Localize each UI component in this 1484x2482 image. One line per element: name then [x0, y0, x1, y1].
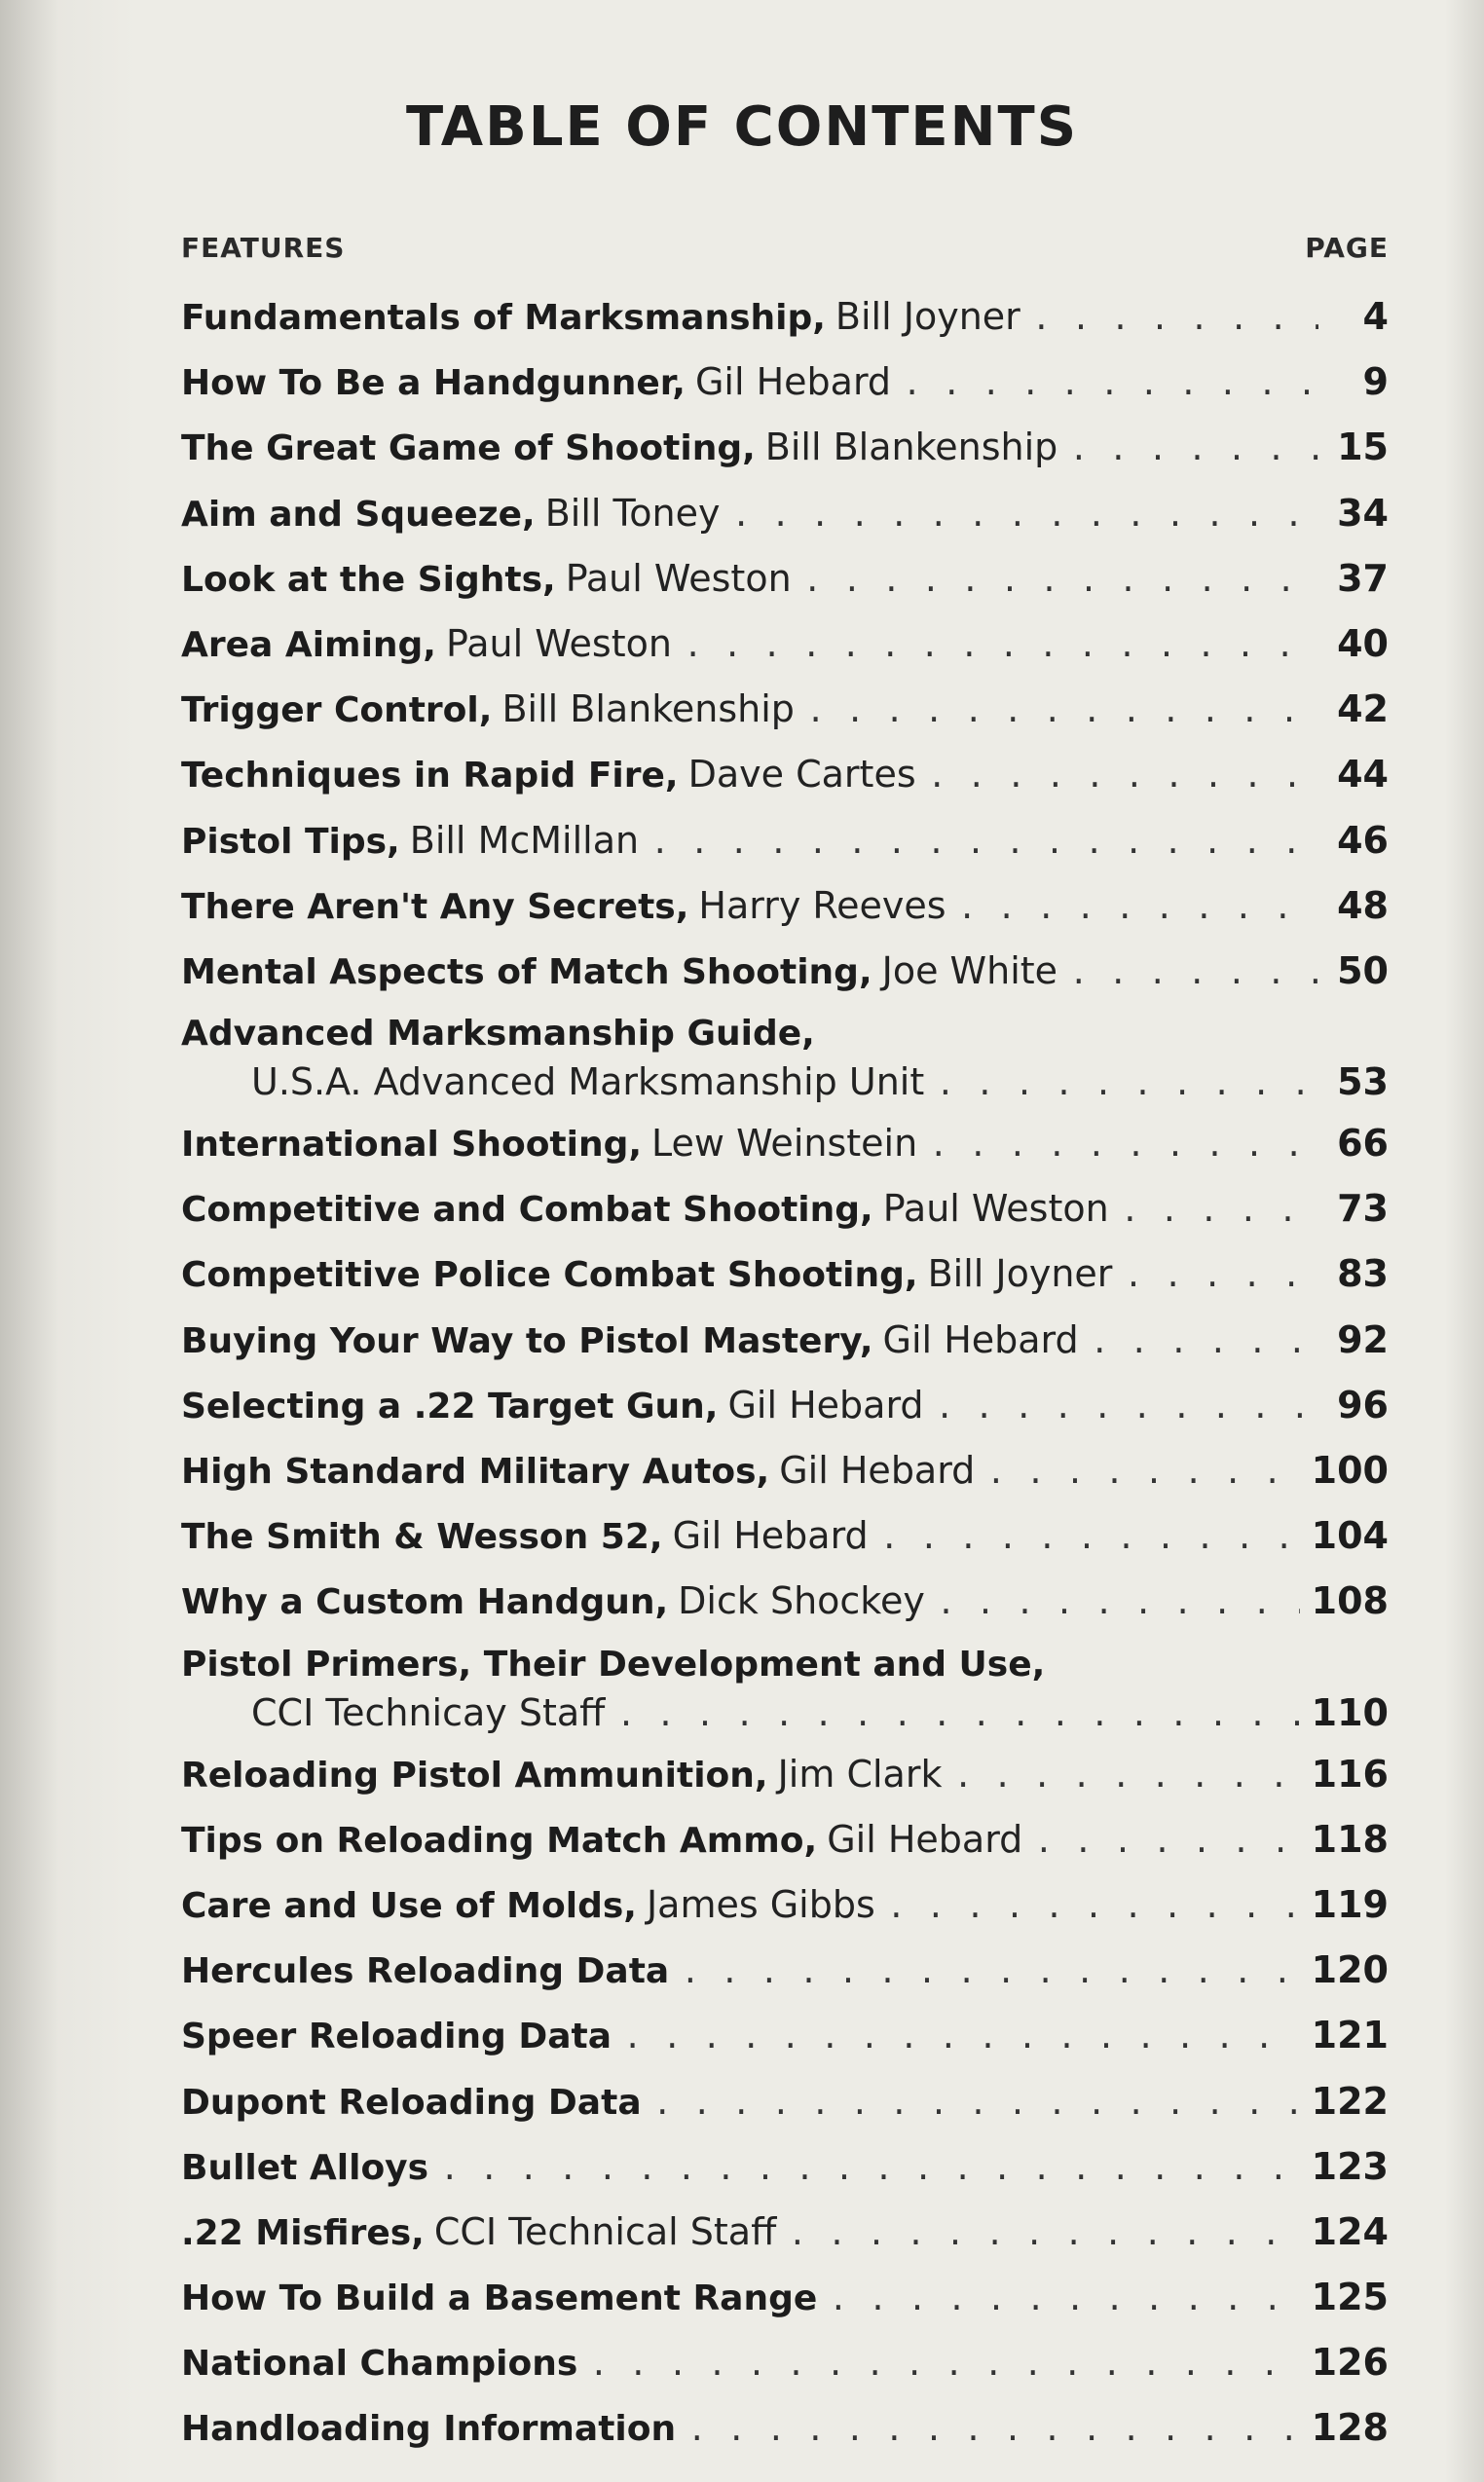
dot-leader	[1121, 1178, 1318, 1243]
feature-title: How To Be a Handgunner,	[181, 363, 686, 404]
dot-leader	[1034, 1809, 1299, 1874]
toc-entry	[181, 611, 1389, 677]
feature-title: Reloading Pistol Ammunition,	[181, 1755, 768, 1796]
author-name: Dick Shockey	[678, 1579, 925, 1623]
toc-entry	[181, 1373, 1389, 1438]
toc-entry	[181, 1176, 1389, 1241]
author-name: Bill Blankenship	[501, 687, 795, 731]
page-number: 116	[1311, 1752, 1389, 1796]
feature-title: There Aren't Any Secrets,	[181, 886, 689, 927]
page-number: 120	[1311, 1948, 1389, 1992]
feature-title: Speer Reloading Data	[181, 2017, 612, 2057]
author-name: Gil Hebard	[779, 1449, 976, 1492]
page-number: 108	[1311, 1579, 1389, 1623]
feature-title: Dupont Reloading Data	[181, 2082, 642, 2123]
page-number: 118	[1311, 1817, 1389, 1861]
page-number: 9	[1362, 360, 1389, 404]
page-number: 83	[1337, 1252, 1389, 1296]
toc-entry	[181, 1503, 1389, 1569]
feature-title: Why a Custom Handgun,	[181, 1582, 669, 1623]
author-name: U.S.A. Advanced Marksmanship Unit	[251, 1060, 925, 1104]
features-header: FEATURES	[181, 232, 346, 264]
dot-leader	[806, 679, 1318, 744]
page-number: 46	[1337, 818, 1389, 862]
page-number: 104	[1311, 1514, 1389, 1558]
dot-leader	[440, 2136, 1300, 2202]
feature-title: Tips on Reloading Match Ammo,	[181, 1820, 818, 1861]
dot-leader	[936, 1055, 1318, 1113]
toc-entry	[181, 677, 1389, 742]
feature-title: Bullet Alloys	[181, 2147, 429, 2188]
toc-entry	[181, 1241, 1389, 1307]
page-number: 96	[1337, 1383, 1389, 1426]
dot-leader	[929, 1113, 1318, 1178]
author-name: Bill Blankenship	[764, 426, 1058, 469]
dot-leader	[684, 613, 1318, 679]
dot-leader	[788, 2202, 1299, 2267]
dot-leader	[653, 2071, 1300, 2136]
column-headers	[181, 232, 1389, 263]
dot-leader	[616, 1686, 1299, 1744]
page-number: 40	[1337, 621, 1389, 665]
dot-leader	[803, 548, 1318, 613]
author-name: Lew Weinstein	[651, 1122, 918, 1166]
dot-leader	[1124, 1243, 1318, 1309]
page-number: 121	[1311, 2014, 1389, 2057]
dot-leader	[687, 2397, 1300, 2463]
toc-entry	[181, 1569, 1389, 1634]
author-name: Bill Joyner	[835, 295, 1020, 338]
toc-entry	[181, 1807, 1389, 1872]
dot-leader	[1032, 286, 1318, 352]
author-name: CCI Technicay Staff	[251, 1690, 606, 1734]
page-number: 119	[1311, 1882, 1389, 1926]
dot-leader	[953, 1744, 1299, 1809]
dot-leader	[681, 1940, 1299, 2005]
dot-leader	[928, 744, 1318, 809]
author-name: Bill McMillan	[409, 818, 640, 862]
page-number: 92	[1337, 1317, 1389, 1361]
toc-entry	[181, 742, 1389, 807]
author-name: Dave Cartes	[687, 753, 916, 796]
dot-leader	[1069, 417, 1318, 482]
dot-leader	[937, 1571, 1300, 1636]
page-number: 4	[1362, 295, 1389, 338]
author-name: Jim Clark	[777, 1752, 943, 1796]
feature-title: Competitive and Combat Shooting,	[181, 1190, 873, 1231]
toc-entry	[181, 2069, 1389, 2134]
dot-leader	[958, 875, 1318, 941]
toc-entry	[181, 1438, 1389, 1503]
toc-entry	[181, 350, 1389, 415]
feature-title: Handloading Information	[181, 2409, 677, 2450]
toc-entry	[181, 2330, 1389, 2395]
feature-title: Look at the Sights,	[181, 559, 556, 600]
toc-entry	[181, 2134, 1389, 2200]
dot-leader	[829, 2267, 1299, 2332]
toc-entry	[181, 1938, 1389, 2003]
page-number: 37	[1337, 556, 1389, 600]
page-number: 42	[1337, 687, 1389, 731]
feature-title: Trigger Control,	[181, 690, 493, 731]
toc-entry	[181, 873, 1389, 939]
author-name: Paul Weston	[565, 556, 792, 600]
toc-entry	[181, 939, 1389, 1004]
feature-title: Area Aiming,	[181, 624, 436, 665]
feature-title: Pistol Tips,	[181, 821, 400, 862]
toc-entry	[181, 2265, 1389, 2330]
author-name: Bill Toney	[544, 491, 721, 535]
dot-leader	[1069, 941, 1318, 1006]
feature-title: Techniques in Rapid Fire,	[181, 756, 679, 796]
toc-entry	[181, 1308, 1389, 1373]
dot-leader	[903, 352, 1318, 417]
author-name: Gil Hebard	[727, 1383, 924, 1426]
page-number: 34	[1337, 491, 1389, 535]
toc-entry	[181, 284, 1389, 350]
author-name: Gil Hebard	[827, 1817, 1023, 1861]
author-name: Paul Weston	[445, 621, 672, 665]
feature-title: Hercules Reloading Data	[181, 1951, 670, 1992]
dot-leader	[623, 2005, 1300, 2070]
toc-entry	[181, 1004, 1389, 1111]
page-number: 73	[1337, 1187, 1389, 1231]
dot-leader	[1091, 1310, 1318, 1375]
page-number: 48	[1337, 883, 1389, 927]
page-number: 15	[1337, 426, 1389, 469]
toc-entry	[181, 481, 1389, 546]
dot-leader	[880, 1505, 1300, 1571]
feature-title: Pistol Primers, Their Development and Use,	[181, 1644, 1046, 1685]
toc-entry	[181, 808, 1389, 873]
page-number: 110	[1311, 1690, 1389, 1734]
author-name: Gil Hebard	[672, 1514, 869, 1558]
page-number: 125	[1311, 2276, 1389, 2319]
feature-title: Advanced Marksmanship Guide,	[181, 1014, 815, 1055]
toc-entry	[181, 2003, 1389, 2068]
dot-leader	[936, 1375, 1318, 1440]
dot-leader	[731, 483, 1318, 548]
toc-entry	[181, 1111, 1389, 1176]
toc-entry	[181, 1742, 1389, 1807]
feature-title: International Shooting,	[181, 1125, 643, 1166]
feature-title: Aim and Squeeze,	[181, 494, 536, 535]
page-title: TABLE OF CONTENTS	[405, 95, 1079, 159]
toc-list	[181, 284, 1389, 2462]
page-number: 50	[1337, 948, 1389, 992]
toc-entry	[181, 2200, 1389, 2265]
feature-title: National Champions	[181, 2344, 578, 2385]
toc-entry	[181, 546, 1389, 611]
page-header: PAGE	[1305, 232, 1389, 264]
author-name: Paul Weston	[882, 1187, 1109, 1231]
feature-title: .22 Misfires,	[181, 2212, 425, 2253]
feature-title: Fundamentals of Marksmanship,	[181, 298, 826, 338]
page-number: 100	[1311, 1449, 1389, 1492]
toc-entry	[181, 415, 1389, 480]
page-number: 124	[1311, 2209, 1389, 2253]
dot-leader	[650, 810, 1318, 875]
dot-leader	[887, 1874, 1300, 1940]
author-name: Bill Joyner	[927, 1252, 1113, 1296]
author-name: Joe White	[881, 948, 1058, 992]
page-number: 123	[1311, 2144, 1389, 2188]
page-number: 44	[1337, 753, 1389, 796]
page-number: 66	[1337, 1122, 1389, 1166]
feature-title: How To Build a Basement Range	[181, 2278, 818, 2319]
author-name: Gil Hebard	[694, 360, 892, 404]
dot-leader	[986, 1440, 1299, 1505]
feature-title: Competitive Police Combat Shooting,	[181, 1255, 918, 1296]
author-name: CCI Technical Staff	[433, 2209, 777, 2253]
toc-entry	[181, 1872, 1389, 1938]
feature-title: High Standard Military Autos,	[181, 1452, 770, 1492]
dot-leader	[589, 2332, 1299, 2397]
author-name: Gil Hebard	[882, 1317, 1079, 1361]
feature-title: The Great Game of Shooting,	[181, 428, 756, 469]
feature-title: Selecting a .22 Target Gun,	[181, 1386, 719, 1426]
feature-title: Care and Use of Molds,	[181, 1885, 637, 1926]
author-name: James Gibbs	[646, 1882, 875, 1926]
page-number: 126	[1311, 2341, 1389, 2385]
feature-title: The Smith & Wesson 52,	[181, 1517, 663, 1558]
page-number: 122	[1311, 2079, 1389, 2123]
page-number: 53	[1337, 1060, 1389, 1104]
author-name: Harry Reeves	[698, 883, 946, 927]
page-number: 128	[1311, 2406, 1389, 2450]
feature-title: Mental Aspects of Match Shooting,	[181, 951, 872, 992]
toc-entry	[181, 1635, 1389, 1742]
toc-entry	[181, 2395, 1389, 2461]
feature-title: Buying Your Way to Pistol Mastery,	[181, 1320, 873, 1361]
